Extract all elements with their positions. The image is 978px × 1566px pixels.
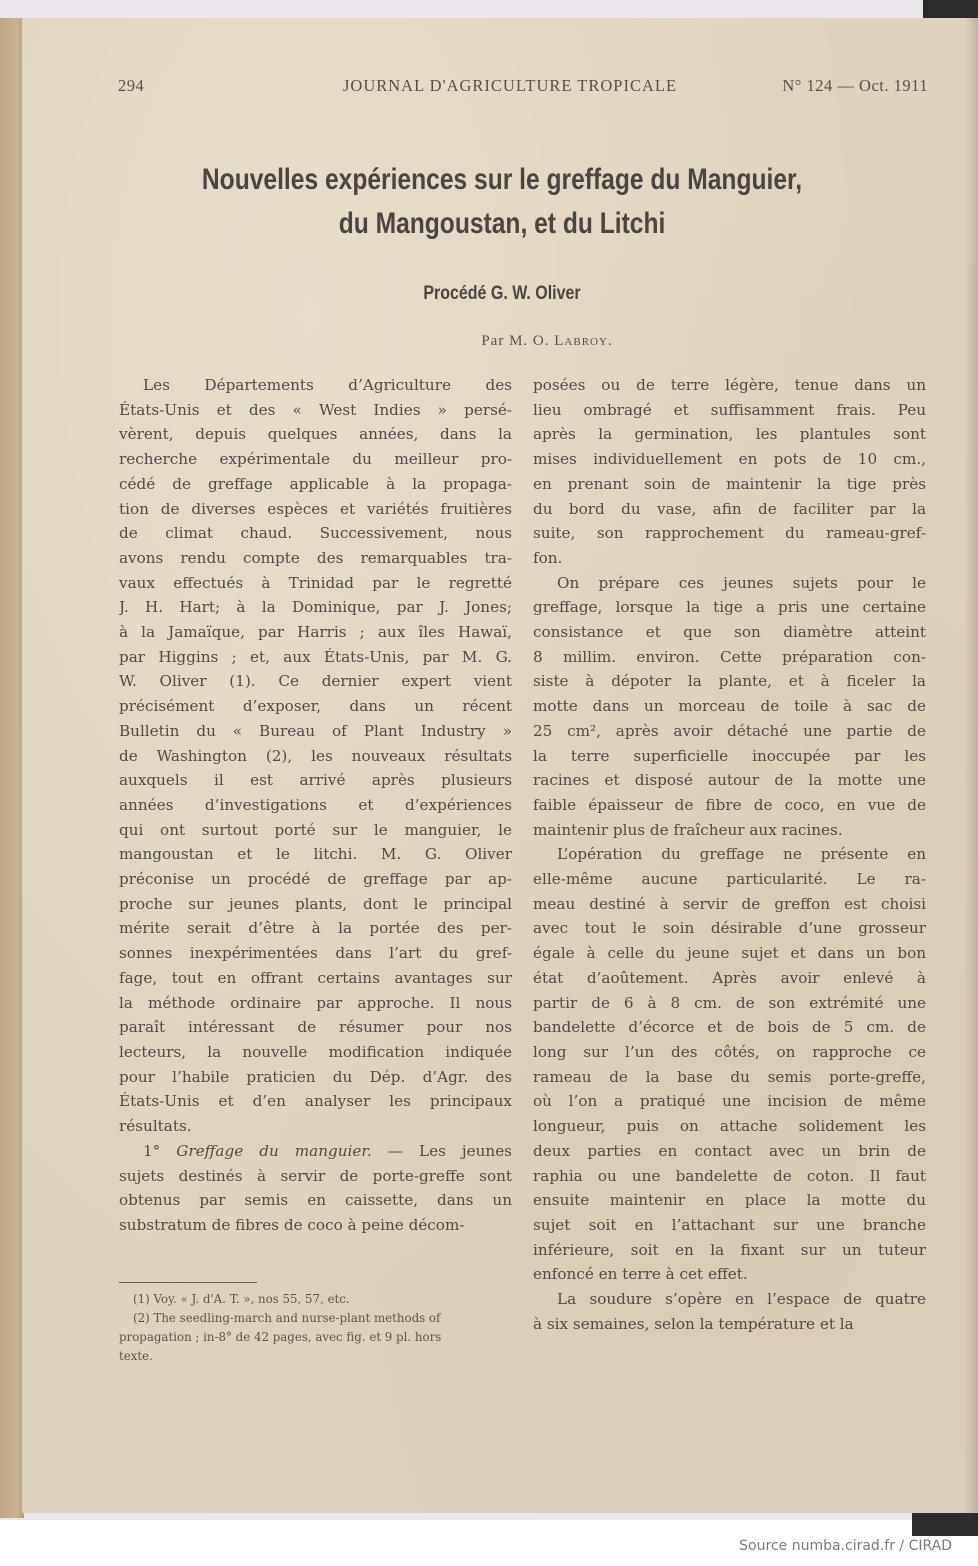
text-line: bandelette d’écorce et de bois de 5 cm. de	[533, 1018, 926, 1037]
text-line: après la germination, les plantules sont	[533, 425, 926, 444]
text-line: greffage, lorsque la tige a pris une certaine	[533, 598, 926, 617]
text-line: paraît intéressant de résumer pour nos	[119, 1018, 512, 1037]
text-line: proche sur jeunes plants, dont le principal	[119, 894, 512, 913]
page-number: 294	[118, 76, 145, 95]
text-line: avons rendu compte des remarquables tra-	[119, 548, 512, 567]
text-line: état d’aoûtement. Après avoir enlevé à	[533, 968, 926, 987]
text-line: motte dans un morceau de toile à sac de	[533, 697, 926, 716]
text-line: racines et disposé autour de la motte une	[533, 771, 926, 790]
footnote-rule	[119, 1282, 257, 1284]
text-line: avec tout le soin désirable d’une grosseur	[533, 919, 926, 938]
text-line: longueur, puis on attache solidement les	[533, 1117, 926, 1136]
text-line: On prépare ces jeunes sujets pour le	[557, 573, 926, 592]
text-line: de climat chaud. Successivement, nous	[119, 524, 512, 543]
text-line	[119, 1139, 512, 1164]
text-line: la terre superficielle inoccupée par les	[533, 746, 926, 765]
journal-page	[22, 18, 978, 1513]
text-line: deux parties en contact avec un brin de	[533, 1141, 926, 1160]
text-line: J. H. Hart; à la Dominique, par J. Jones;	[119, 598, 512, 617]
text-line: par Higgins ; et, aux États-Unis, par M. G.	[119, 647, 512, 666]
article-subtitle: Procédé G. W. Oliver	[423, 282, 581, 304]
text-line: précisément d’exposer, dans un récent	[119, 697, 512, 716]
text-line: siste à dépoter la plante, et à ficeler la	[533, 672, 926, 691]
text-line: sujets destinés à servir de porte-greffe sont	[119, 1166, 512, 1185]
issue-info: N° 124 — Oct. 1911	[782, 76, 928, 95]
text-line: 8 millim. environ. Cette préparation con-	[533, 647, 926, 666]
text-line: mérite serait d’être à la portée des per-	[119, 919, 512, 938]
running-head	[118, 76, 928, 100]
journal-title: JOURNAL D'AGRICULTURE TROPICALE	[343, 76, 678, 95]
text-line: enfoncé en terre à cet effet.	[533, 1265, 748, 1284]
text-line: du bord du vase, afin de faciliter par la	[533, 499, 926, 518]
text-line: vaux effectués à Trinidad par le regretté	[119, 573, 512, 592]
text-line: de Washington (2), les nouveaux résultats	[119, 746, 512, 765]
section-text: — Les jeunes	[371, 1141, 512, 1160]
text-line: mangoustan et le litchi. M. G. Oliver	[119, 845, 512, 864]
text-line: à la Jamaïque, par Harris ; aux îles Hawaï,	[119, 623, 512, 642]
text-line: États-Unis et des « West Indies » persé-	[119, 400, 512, 419]
footnote-line: propagation ; in-8° de 42 pages, avec fig. et 9 pl. hors	[119, 1330, 442, 1344]
text-line: meau destiné à servir de greffon est choisi	[533, 894, 926, 913]
left-column	[119, 373, 512, 1238]
text-line: sonnes inexpérimentées dans l’art du gref-	[119, 944, 512, 963]
text-line: préconise un procédé de greffage par ap-	[119, 870, 512, 889]
text-line: la méthode ordinaire par approche. Il nous	[119, 993, 512, 1012]
footnotes	[119, 1290, 512, 1366]
text-line: résultats.	[119, 1117, 192, 1136]
text-line: recherche expérimentale du meilleur pro-	[119, 450, 512, 469]
text-line: auxquels il est arrivé après plusieurs	[119, 771, 512, 790]
byline	[82, 333, 922, 350]
right-column	[533, 373, 926, 1336]
text-line: sujet soit en l’attachant sur une branche	[533, 1215, 926, 1234]
footnote-line: (1) Voy. « J. d'A. T. », nos 55, 57, etc.	[133, 1292, 350, 1306]
text-line: raphia ou une bandelette de coton. Il faut	[533, 1166, 926, 1185]
text-line: égale à celle du jeune sujet et dans un bon	[533, 944, 926, 963]
text-line: inférieure, soit en la fixant sur un tuteur	[533, 1240, 926, 1259]
text-line: maintenir plus de fraîcheur aux racines.	[533, 820, 843, 839]
text-line: vèrent, depuis quelques années, dans la	[119, 425, 512, 444]
text-line: pour l’habile praticien du Dép. d’Agr. des	[119, 1067, 512, 1086]
text-line: lieu ombragé et suffisamment frais. Peu	[533, 400, 926, 419]
text-line: L’opération du greffage ne présente en	[557, 845, 926, 864]
text-line: qui ont surtout porté sur le manguier, le	[119, 820, 512, 839]
text-line: où l’on a pratiqué une incision de même	[533, 1092, 926, 1111]
text-line: obtenus par semis en caissette, dans un	[119, 1191, 512, 1210]
text-line: substratum de fibres de coco à peine décom-	[119, 1215, 465, 1234]
footnote-line: (2) The seedling-march and nurse-plant methods of	[133, 1311, 441, 1325]
text-line: elle-même aucune particularité. Le ra-	[533, 870, 926, 889]
text-line: posées ou de terre légère, tenue dans un	[533, 376, 926, 394]
byline-prefix: Par M. O.	[481, 333, 550, 349]
source-credit: Source numba.cirad.fr / CIRAD	[739, 1538, 952, 1554]
text-line: fon.	[533, 548, 563, 567]
text-line: faible épaisseur de fibre de coco, en vue de	[533, 795, 926, 814]
scanner-corner-bottom-right	[912, 1510, 978, 1536]
text-line: rameau de la base du semis porte-greffe,	[533, 1067, 926, 1086]
article-title-line-1: Nouvelles expériences sur le greffage du Manguier,	[201, 163, 803, 196]
text-line: années d’investigations et d’expériences	[119, 795, 512, 814]
footnote-line: texte.	[119, 1349, 153, 1363]
text-line: ensuite maintenir en place la motte du	[533, 1191, 926, 1210]
text-line: à six semaines, selon la température et la	[533, 1314, 854, 1333]
text-line: mises individuellement en pots de 10 cm.,	[533, 450, 926, 469]
text-line: cédé de greffage applicable à la propaga-	[119, 474, 512, 493]
text-line: 25 cm², après avoir détaché une partie de	[533, 721, 926, 740]
section-number: 1°	[143, 1141, 177, 1160]
page-binding-shadow	[964, 18, 978, 1513]
article-title-line-2: du Mangoustan, et du Litchi	[338, 207, 666, 240]
text-line: long sur l’un des côtés, on rapproche ce	[533, 1042, 926, 1061]
text-line: partir de 6 à 8 cm. de son extrémité une	[533, 993, 926, 1012]
text-line: Bulletin du « Bureau of Plant Industry »	[119, 721, 512, 740]
page-stack-edge	[0, 18, 24, 1518]
section-heading: Greffage du manguier.	[176, 1141, 372, 1160]
byline-author: Labroy.	[554, 333, 613, 349]
text-line: La soudure s’opère en l’espace de quatre	[557, 1290, 926, 1309]
text-line: suite, son rapprochement du rameau-gref-	[533, 524, 926, 543]
text-line: lecteurs, la nouvelle modification indiquée	[119, 1042, 512, 1061]
text-line: consistance et que son diamètre atteint	[533, 623, 926, 642]
text-line: Les Départements d’Agriculture des	[143, 376, 512, 394]
article-title	[158, 158, 847, 246]
text-line: W. Oliver (1). Ce dernier expert vient	[119, 672, 512, 691]
text-line: fage, tout en offrant certains avantages sur	[119, 968, 512, 987]
text-line: États-Unis et d’en analyser les principaux	[119, 1092, 512, 1111]
text-line: tion de diverses espèces et variétés fruitières	[119, 499, 512, 518]
text-line: en prenant soin de maintenir la tige près	[533, 474, 926, 493]
